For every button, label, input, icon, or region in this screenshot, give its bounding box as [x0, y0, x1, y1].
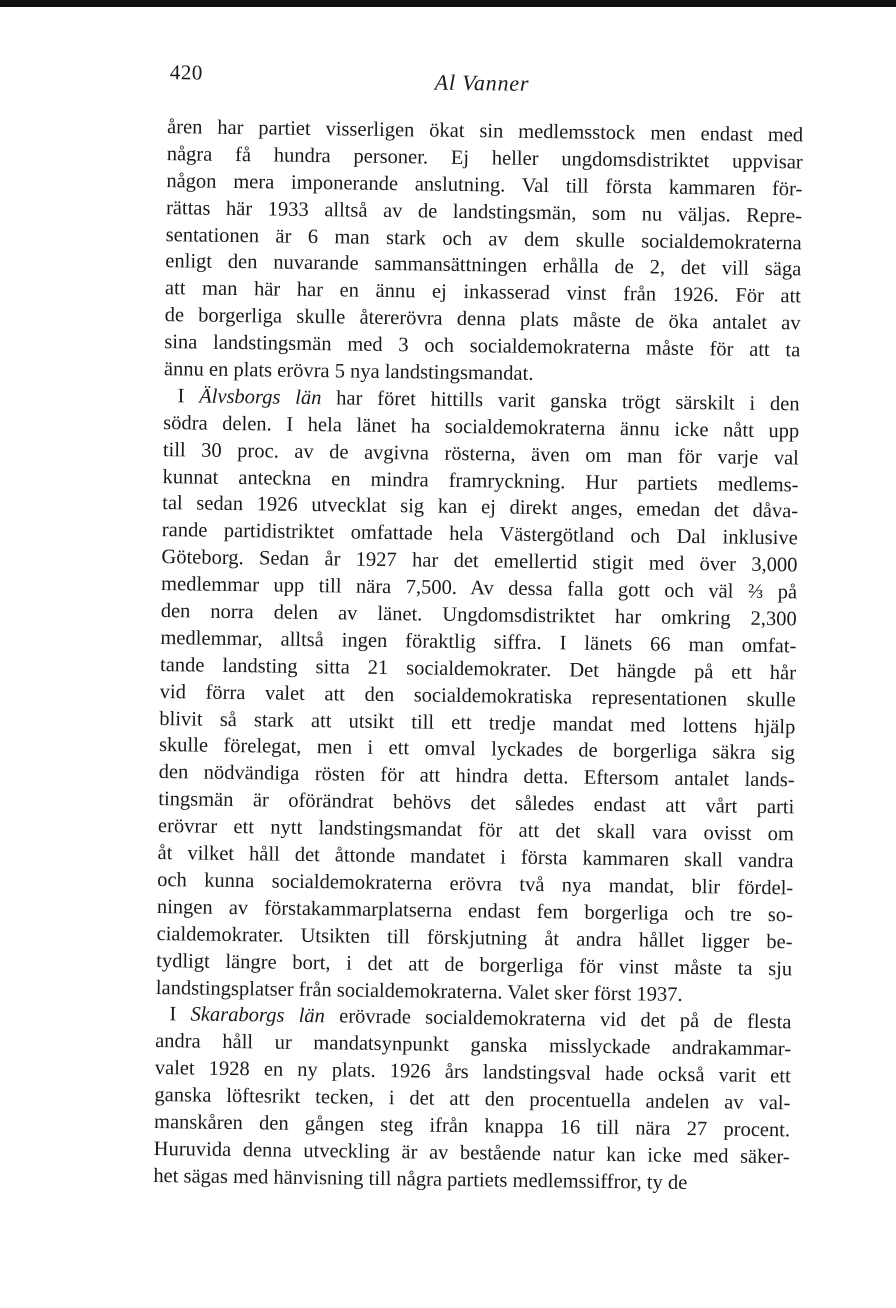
- line-text: och kunna socialdemokraterna erövra två nya mandat, blir fördel-: [157, 868, 794, 900]
- line-text: erövrade socialdemokraterna vid det på de flesta: [324, 1005, 792, 1034]
- line-text: har föret hittills varit ganska trögt särskilt i den: [321, 387, 800, 416]
- paragraph: [153, 1001, 791, 1198]
- line-text: några få hundra personer. Ej heller ungdomsdistriktet uppvisar: [166, 142, 803, 174]
- line-text: valet 1928 en ny plats. 1926 års landstingsval hade också varit ett: [154, 1057, 791, 1088]
- running-head: Al Vanner: [434, 69, 530, 96]
- line-text: den norra delen av länet. Ungdomsdistriktet har omkring 2,300: [160, 600, 797, 631]
- line-text: medlemmar upp till nära 7,500. Av dessa falla gott och väl ⅔ på: [160, 573, 798, 604]
- line-text: sina landstingsmän med 3 och socialdemokraterna måste för att ta: [164, 331, 801, 362]
- line-text: tal sedan 1926 utvecklat sig kan ej direkt anges, emedan det dåva-: [162, 492, 799, 523]
- line-text: erövrar ett nytt landstingsmandat för att det skall vara ovisst om: [157, 815, 795, 846]
- line-text: skulle förelegat, men i ett omval lyckades de borgerliga säkra sig: [158, 734, 796, 765]
- line-text: rande partidistriktet omfattade hela Västergötland och Dal inklusive: [161, 519, 798, 550]
- line-text: I: [177, 385, 200, 408]
- emphasis-text: Skaraborgs län: [190, 1003, 326, 1028]
- line-text: blivit så stark att utsikt till ett tredje mandat med lottens hjälp: [159, 707, 796, 738]
- line-text: I: [169, 1003, 191, 1026]
- line-text: Huruvida denna utveckling är av bestående natur kan icke med säker-: [153, 1137, 790, 1169]
- line-text: tydligt längre bort, i det att de borgerliga för vinst måste ta sju: [156, 949, 793, 980]
- paragraph: [156, 383, 800, 1010]
- page-number: 420: [169, 60, 203, 85]
- line-text: de borgerliga skulle återerövra denna plats måste de öka antalet av: [164, 304, 801, 335]
- line-text: andra håll ur mandatsynpunkt ganska misslyckade andrakammar-: [155, 1030, 792, 1061]
- line-text: att man här har en ännu ej inkasserad vinst från 1926. För att: [164, 277, 802, 308]
- line-text: ningen av förstakammarplatserna endast fem borgerliga och tre so-: [156, 895, 794, 927]
- line-text: het sägas med hänvisning till några partiets medlemssiffror, ty de: [153, 1164, 688, 1194]
- line-text: åren har partiet visserligen ökat sin medlemsstock men endast med: [166, 116, 804, 147]
- paragraph: [164, 114, 803, 391]
- line-text: tande landsting sitta 21 socialdemokrater. Det hängde på ett hår: [159, 653, 797, 685]
- line-text: någon mera imponerande anslutning. Val till första kammaren för-: [166, 169, 803, 201]
- emphasis-text: Älvsborgs län: [199, 385, 322, 410]
- line-text: den nödvändiga rösten för att hindra detta. Eftersom antalet lands-: [158, 761, 795, 792]
- line-text: till 30 proc. av de avgivna rösterna, även om man för varje val: [162, 438, 799, 470]
- line-text: kunnat anteckna en mindra framryckning. Hur partiets medlems-: [162, 465, 799, 496]
- line-text: åt vilket håll det åttonde mandatet i första kammaren skall vandra: [157, 842, 794, 873]
- line-text: ännu en plats erövra 5 nya landstingsmandat.: [163, 358, 534, 385]
- line-text: tingsmän är oförändrat behövs det således endast att vårt parti: [158, 788, 795, 819]
- line-text: landstingsplatser från socialdemokraterna. Valet sker först 1937.: [155, 976, 683, 1006]
- line-text: medlemmar, alltså ingen föraktlig siffra. I länets 66 man omfat-: [160, 626, 797, 658]
- line-text: ganska löftesrikt tecken, i det att den procentuella andelen av val-: [154, 1084, 791, 1115]
- line-text: Göteborg. Sedan år 1927 har det emellertid stigit med över 3,000: [161, 546, 798, 577]
- line-text: sentationen är 6 man stark och av dem skulle socialdemokraterna: [165, 223, 802, 254]
- line-text: manskåren den gången steg ifrån knappa 16 till nära 27 procent.: [153, 1110, 791, 1142]
- line-text: vid förra valet att den socialdemokratiska representationen skulle: [159, 680, 796, 712]
- line-text: södra delen. I hela länet ha socialdemokraterna ännu icke nått upp: [163, 411, 800, 443]
- body-text: [153, 114, 803, 1198]
- line-text: cialdemokrater. Utsikten till förskjutning åt andra hållet ligger be-: [156, 922, 793, 954]
- line-text: enligt den nuvarande sammansättningen erhålla de 2, det vill säga: [165, 250, 802, 281]
- line-text: rättas här 1933 alltså av de landstingsmän, som nu väljas. Repre-: [165, 196, 803, 228]
